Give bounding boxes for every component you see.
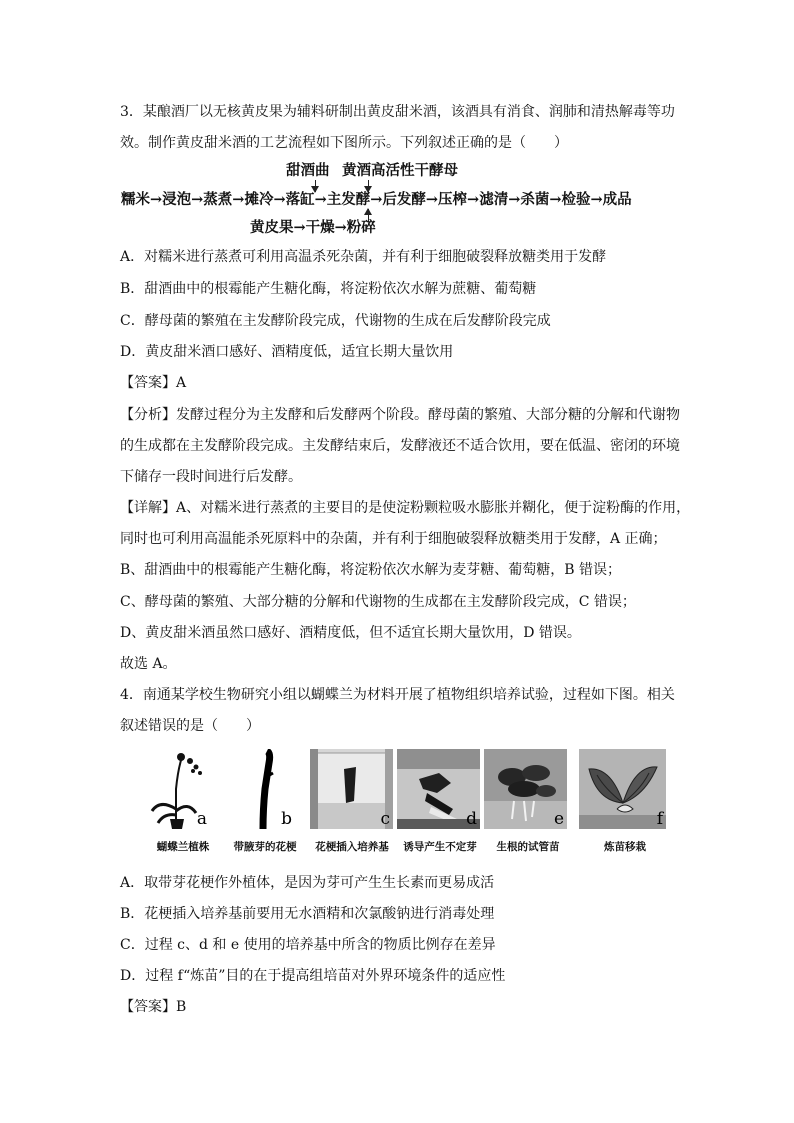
figure-panel-f bbox=[579, 749, 666, 829]
q3-stem-line2: 效。制作黄皮甜米酒的工艺流程如下图所示。下列叙述正确的是（ ） bbox=[120, 135, 568, 151]
q3-conclusion: 故选 A。 bbox=[120, 656, 177, 672]
q3-detail-line3: B、甜酒曲中的根霉能产生糖化酶，将淀粉依次水解为麦芽糖、葡萄糖，B 错误； bbox=[120, 562, 622, 578]
q3-analysis-line2: 的生成都在主发酵阶段完成。主发酵结束后，发酵液还不适合饮用，要在低温、密闭的环境 bbox=[120, 438, 680, 454]
figure-caption-d: 诱导产生不定芽 bbox=[403, 841, 477, 853]
flow-top-right-label: 黄酒高活性干酵母 bbox=[342, 162, 458, 179]
q4-option-d: D．过程 f“炼苗”目的在于提高组培苗对外界环境条件的适应性 bbox=[120, 968, 506, 984]
q3-detail-line2: 同时也可利用高温能杀死原料中的杂菌，并有利于细胞破裂释放糖类用于发酵，A 正确； bbox=[120, 531, 667, 547]
figure-panel-b bbox=[227, 749, 295, 829]
figure-panel-a bbox=[148, 749, 210, 829]
q3-detail-line5: D、黄皮甜米酒虽然口感好、酒精度低，但不适宜长期大量饮用，D 错误。 bbox=[120, 625, 581, 641]
panel-letter: d bbox=[466, 809, 477, 829]
q3-option-d: D．黄皮甜米酒口感好、酒精度低，适宜长期大量饮用 bbox=[120, 344, 454, 360]
panel-letter: c bbox=[380, 809, 390, 829]
q3-analysis-line3: 下储存一段时间进行后发酵。 bbox=[120, 469, 302, 485]
figure-panel-d bbox=[397, 749, 480, 829]
q4-answer: 【答案】B bbox=[120, 999, 187, 1015]
q4-option-a: A．取带芽花梗作外植体，是因为芽可产生生长素而更易成活 bbox=[120, 875, 495, 891]
q3-option-c: C．酵母菌的繁殖在主发酵阶段完成，代谢物的生成在后发酵阶段完成 bbox=[120, 313, 551, 329]
q3-answer: 【答案】A bbox=[120, 375, 187, 391]
figure-caption-b: 带腋芽的花梗 bbox=[233, 841, 297, 853]
flow-bottom-line: 黄皮果→干燥→粉碎 bbox=[250, 219, 376, 236]
q3-analysis-line1: 【分析】发酵过程分为主发酵和后发酵两个阶段。酵母菌的繁殖、大部分糖的分解和代谢物 bbox=[120, 407, 680, 423]
q3-option-a: A．对糯米进行蒸煮可利用高温杀死杂菌，并有利于细胞破裂释放糖类用于发酵 bbox=[120, 249, 607, 265]
q4-stem-line2: 叙述错误的是（ ） bbox=[120, 718, 260, 734]
q4-option-c: C．过程 c、d 和 e 使用的培养基中所含的物质比例存在差异 bbox=[120, 937, 496, 953]
panel-letter: e bbox=[553, 809, 564, 829]
q4-stem-line1: 4．南通某学校生物研究小组以蝴蝶兰为材料开展了植物组织培养试验，过程如下图。相关 bbox=[120, 687, 675, 703]
q3-detail-line4: C、酵母菌的繁殖、大部分糖的分解和代谢物的生成都在主发酵阶段完成，C 错误； bbox=[120, 594, 636, 610]
figure-panel-e bbox=[484, 749, 567, 829]
figure-caption-e: 生根的试管苗 bbox=[496, 841, 560, 853]
q3-detail-line1: 【详解】A、对糯米进行蒸煮的主要目的是使淀粉颗粒吸水膨胀并糊化，便于淀粉酶的作用， bbox=[120, 500, 691, 516]
q3-stem-line1: 3．某酿酒厂以无核黄皮果为辅料研制出黄皮甜米酒，该酒具有消食、润肺和清热解毒等功 bbox=[120, 104, 675, 120]
panel-letter: a bbox=[196, 809, 207, 829]
figure-caption-c: 花梗插入培养基 bbox=[315, 841, 389, 853]
q4-option-b: B．花梗插入培养基前要用无水酒精和次氯酸钠进行消毒处理 bbox=[120, 906, 495, 922]
figure-panel-c bbox=[310, 749, 393, 829]
flow-main-line: 糯米→浸泡→蒸煮→摊冷→落缸→主发酵→后发酵→压榨→滤清→杀菌→检验→成品 bbox=[121, 191, 632, 208]
q3-option-b: B．甜酒曲中的根霉能产生糖化酶，将淀粉依次水解为蔗糖、葡萄糖 bbox=[120, 281, 537, 297]
seedling-transplant-image bbox=[579, 749, 666, 829]
flow-top-left-label: 甜酒曲 bbox=[286, 162, 330, 179]
figure-caption-f: 炼苗移栽 bbox=[604, 841, 646, 853]
panel-letter: f bbox=[656, 809, 663, 829]
figure-caption-a: 蝴蝶兰植株 bbox=[156, 841, 210, 853]
panel-letter: b bbox=[281, 809, 292, 829]
